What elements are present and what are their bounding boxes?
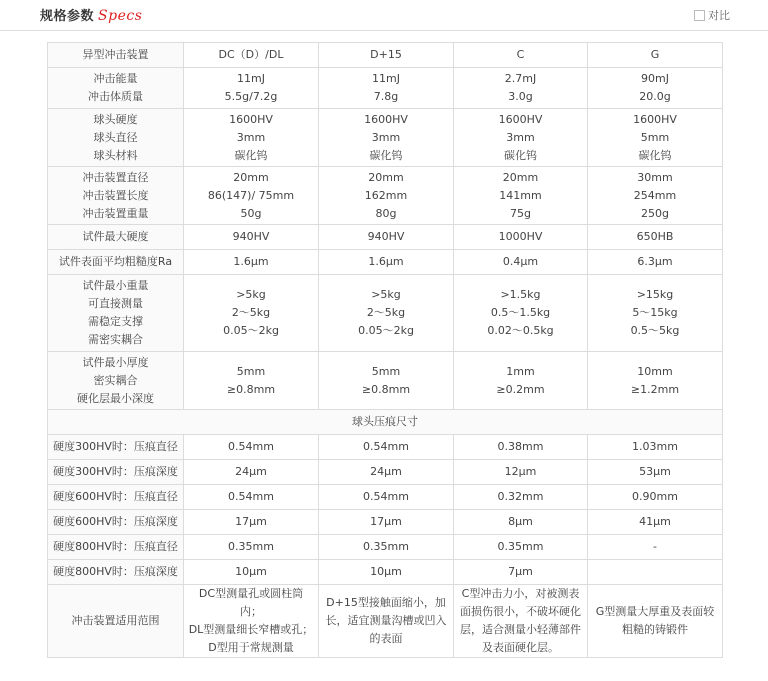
value-cell — [319, 275, 454, 352]
value-cell-line: 3mm — [371, 130, 401, 144]
value-cell — [588, 167, 723, 225]
value-cell — [588, 250, 723, 275]
value-cell-line: 碳化钨 — [369, 148, 403, 162]
value-cell-line: 1.6μm — [233, 255, 269, 268]
value-cell-line: 0.5～5kg — [630, 324, 680, 337]
value-cell-line: 50g — [240, 206, 262, 220]
table-row — [48, 225, 723, 250]
value-cell-line: 碳化钨 — [234, 148, 268, 162]
value-cell — [454, 250, 588, 275]
row-label-cell-line: 试件最小重量 — [82, 279, 149, 292]
table-row — [48, 435, 723, 460]
value-cell: 10μm — [319, 560, 454, 585]
row-label-cell-line: 冲击能量 — [93, 72, 138, 85]
value-cell-line: 2～5kg — [366, 306, 406, 319]
value-cell: 0.90mm — [588, 485, 723, 510]
row-label-cell-line: 球头材料 — [93, 148, 138, 162]
header-label-cell: 异型冲击装置 — [48, 43, 184, 68]
specs-title — [40, 5, 142, 24]
value-cell — [319, 68, 454, 109]
row-label-cell-line: 硬化层最小深度 — [77, 391, 154, 405]
value-cell — [319, 167, 454, 225]
specs-title-en: Specs — [98, 8, 143, 24]
value-cell-line: 3.0g — [508, 90, 533, 103]
row-label-cell-line: 冲击体质量 — [88, 90, 143, 103]
usage-value-cell — [319, 585, 454, 658]
value-cell: 24μm — [184, 460, 319, 485]
value-cell-line: 1600HV — [229, 112, 273, 126]
value-cell — [319, 352, 454, 410]
value-cell — [588, 225, 723, 250]
row-label-cell-line: 可直接测量 — [88, 297, 143, 310]
value-cell-line: 5.5g/7.2g — [224, 90, 278, 103]
value-cell-line: >1.5kg — [500, 288, 541, 301]
value-cell-line: 1600HV — [498, 112, 543, 126]
value-cell: - — [588, 535, 723, 560]
table-row — [48, 560, 723, 585]
value-cell-line: 碳化钨 — [504, 148, 537, 162]
value-cell-line: 650HB — [636, 230, 674, 243]
value-cell: 8μm — [454, 510, 588, 535]
value-cell-line: 0.05～2kg — [223, 324, 279, 337]
value-cell-line: ≥1.2mm — [630, 382, 680, 396]
header-model-cell: C — [454, 43, 588, 68]
value-cell-line: 5mm — [236, 364, 266, 378]
value-cell — [454, 109, 588, 167]
value-cell-line: 5mm — [640, 130, 670, 144]
value-cell-line: 0.02～0.5kg — [487, 324, 554, 337]
row-label-cell-line: 球头硬度 — [93, 112, 138, 126]
row-label-cell: 硬度600HV时：压痕直径 — [48, 485, 184, 510]
table-row — [48, 109, 723, 167]
value-cell-line: 1600HV — [633, 112, 677, 126]
usage-value-cell-line: 粗糙的铸锻件 — [622, 623, 688, 636]
value-cell-line: 6.3μm — [637, 255, 673, 268]
header-model-cell: G — [588, 43, 723, 68]
table-row — [48, 535, 723, 560]
value-cell: 0.54mm — [184, 485, 319, 510]
value-cell — [454, 352, 588, 410]
value-cell — [184, 167, 319, 225]
value-cell-line: 2～5kg — [231, 306, 271, 319]
usage-value-cell-line: 面损伤很小，不破坏硬化 — [460, 605, 581, 618]
value-cell — [454, 275, 588, 352]
value-cell — [184, 352, 319, 410]
value-cell — [184, 250, 319, 275]
row-label-cell-line: 球头直径 — [93, 130, 138, 144]
usage-row — [48, 585, 723, 658]
value-cell — [588, 275, 723, 352]
value-cell: 7μm — [454, 560, 588, 585]
usage-value-cell-line: 的表面 — [369, 632, 403, 645]
table-row — [48, 250, 723, 275]
compare-checkbox[interactable] — [694, 7, 730, 23]
value-cell-line: 90mJ — [641, 72, 669, 85]
value-cell-line: 3mm — [506, 130, 535, 144]
value-cell-line: ≥0.2mm — [496, 382, 545, 396]
value-cell-line: 141mm — [499, 188, 542, 202]
row-label-cell: 硬度800HV时：压痕直径 — [48, 535, 184, 560]
value-cell: 0.35mm — [184, 535, 319, 560]
value-cell — [454, 167, 588, 225]
value-cell: 53μm — [588, 460, 723, 485]
value-cell — [184, 109, 319, 167]
row-label-cell-line: 试件表面平均粗糙度Ra — [58, 255, 173, 268]
value-cell — [454, 68, 588, 109]
value-cell-line: 940HV — [232, 230, 270, 243]
usage-value-cell-line: 内； — [240, 605, 262, 618]
value-cell: 17μm — [319, 510, 454, 535]
value-cell — [588, 109, 723, 167]
usage-value-cell-line: G型测量大厚重及表面较 — [595, 605, 715, 618]
value-cell-line: 11mJ — [237, 72, 265, 85]
value-cell — [454, 225, 588, 250]
table-row — [48, 510, 723, 535]
value-cell-line: 250g — [641, 206, 669, 220]
value-cell-line: 碳化钨 — [638, 148, 672, 162]
value-cell-line: 7.8g — [373, 90, 399, 103]
value-cell: 1.03mm — [588, 435, 723, 460]
section-title: 球头压痕尺寸 — [48, 410, 723, 435]
usage-value-cell-line: 及表面硬化层。 — [482, 641, 559, 654]
value-cell-line: 0.05～2kg — [358, 324, 414, 337]
value-cell: 12μm — [454, 460, 588, 485]
value-cell-line: 80g — [375, 206, 397, 220]
value-cell: 0.54mm — [319, 485, 454, 510]
row-label-cell: 硬度600HV时：压痕深度 — [48, 510, 184, 535]
table-row — [48, 68, 723, 109]
value-cell-line: >5kg — [236, 288, 266, 301]
value-cell-line: 0.5～1.5kg — [490, 306, 551, 319]
table-row — [48, 460, 723, 485]
row-label-cell — [48, 275, 184, 352]
compare-label: 对比 — [708, 9, 730, 22]
value-cell-line: 20mm — [368, 170, 404, 184]
usage-value-cell — [588, 585, 723, 658]
value-cell-line: 20mm — [233, 170, 269, 184]
row-label-cell-line: 冲击装置重量 — [82, 206, 149, 220]
value-cell-line: >5kg — [371, 288, 401, 301]
value-cell — [319, 109, 454, 167]
header-model-cell: D+15 — [319, 43, 454, 68]
value-cell: 0.54mm — [319, 435, 454, 460]
table-row — [48, 485, 723, 510]
row-label-cell — [48, 167, 184, 225]
usage-value-cell-line: C型冲击力小，对被测表 — [461, 587, 580, 600]
usage-value-cell-line: DL型测量细长窄槽或孔； — [188, 623, 314, 636]
usage-label-cell: 冲击装置适用范围 — [48, 585, 184, 658]
section-row — [48, 410, 723, 435]
value-cell — [588, 68, 723, 109]
value-cell-line: 940HV — [367, 230, 405, 243]
value-cell-line: ≥0.8mm — [226, 382, 276, 396]
value-cell — [184, 225, 319, 250]
usage-value-cell-line: 长，适宜测量沟槽或凹入 — [325, 614, 447, 627]
usage-value-cell — [184, 585, 319, 658]
row-label-cell-line: 冲击装置直径 — [82, 170, 149, 184]
row-label-cell — [48, 225, 184, 250]
value-cell-line: 254mm — [633, 188, 677, 202]
value-cell-line: 86(147)/ 75mm — [207, 188, 295, 202]
row-label-cell-line: 需稳定支撑 — [88, 315, 143, 328]
specs-table — [47, 42, 723, 658]
value-cell-line: 1.6μm — [368, 255, 404, 268]
value-cell — [319, 225, 454, 250]
value-cell-line: 5mm — [371, 364, 401, 378]
value-cell: 41μm — [588, 510, 723, 535]
table-row — [48, 352, 723, 410]
row-label-cell-line: 冲击装置长度 — [82, 188, 149, 202]
usage-value-cell-line: D型用于常规测量 — [208, 641, 294, 654]
value-cell — [588, 352, 723, 410]
usage-value-cell-line: DC型测量孔或圆柱筒 — [198, 587, 304, 600]
checkbox-icon[interactable] — [694, 10, 705, 21]
value-cell: 0.32mm — [454, 485, 588, 510]
value-cell — [319, 250, 454, 275]
table-row — [48, 275, 723, 352]
row-label-cell-line: 密实耦合 — [93, 373, 138, 387]
value-cell — [588, 560, 723, 585]
value-cell: 0.54mm — [184, 435, 319, 460]
value-cell — [184, 275, 319, 352]
row-label-cell — [48, 68, 184, 109]
value-cell — [184, 68, 319, 109]
value-cell-line: 1mm — [506, 364, 535, 378]
value-cell-line: 75g — [510, 206, 531, 220]
row-label-cell: 硬度300HV时：压痕深度 — [48, 460, 184, 485]
value-cell: 0.38mm — [454, 435, 588, 460]
value-cell: 10μm — [184, 560, 319, 585]
specs-title-cn: 规格参数 — [40, 9, 95, 24]
table-header-row — [48, 43, 723, 68]
value-cell-line: ≥0.8mm — [361, 382, 411, 396]
value-cell: 0.35mm — [454, 535, 588, 560]
value-cell-line: 20mm — [502, 170, 539, 184]
row-label-cell — [48, 250, 184, 275]
usage-value-cell-line: 层，适合测量小轻薄部件 — [460, 623, 581, 636]
row-label-cell — [48, 352, 184, 410]
row-label-cell-line: 试件最小厚度 — [82, 355, 149, 369]
table-row — [48, 167, 723, 225]
value-cell-line: 162mm — [364, 188, 408, 202]
value-cell-line: 1000HV — [498, 230, 543, 243]
value-cell-line: >15kg — [636, 288, 674, 301]
value-cell-line: 5～15kg — [632, 306, 678, 319]
header-model-cell: DC（D）/DL — [184, 43, 319, 68]
usage-value-cell — [454, 585, 588, 658]
value-cell-line: 10mm — [637, 364, 673, 378]
value-cell: 17μm — [184, 510, 319, 535]
row-label-cell-line: 需密实耦合 — [88, 333, 143, 346]
value-cell-line: 11mJ — [372, 72, 400, 85]
row-label-cell: 硬度300HV时：压痕直径 — [48, 435, 184, 460]
usage-value-cell-line: D+15型接触面缩小，加 — [326, 596, 446, 609]
value-cell-line: 3mm — [236, 130, 266, 144]
value-cell: 0.35mm — [319, 535, 454, 560]
value-cell-line: 30mm — [637, 170, 673, 184]
row-label-cell: 硬度800HV时：压痕深度 — [48, 560, 184, 585]
value-cell: 24μm — [319, 460, 454, 485]
row-label-cell-line: 试件最大硬度 — [82, 230, 149, 243]
value-cell-line: 1600HV — [364, 112, 408, 126]
row-label-cell — [48, 109, 184, 167]
value-cell-line: 2.7mJ — [504, 72, 537, 85]
specs-header — [0, 0, 768, 31]
value-cell-line: 20.0g — [639, 90, 671, 103]
value-cell-line: 0.4μm — [502, 255, 539, 268]
